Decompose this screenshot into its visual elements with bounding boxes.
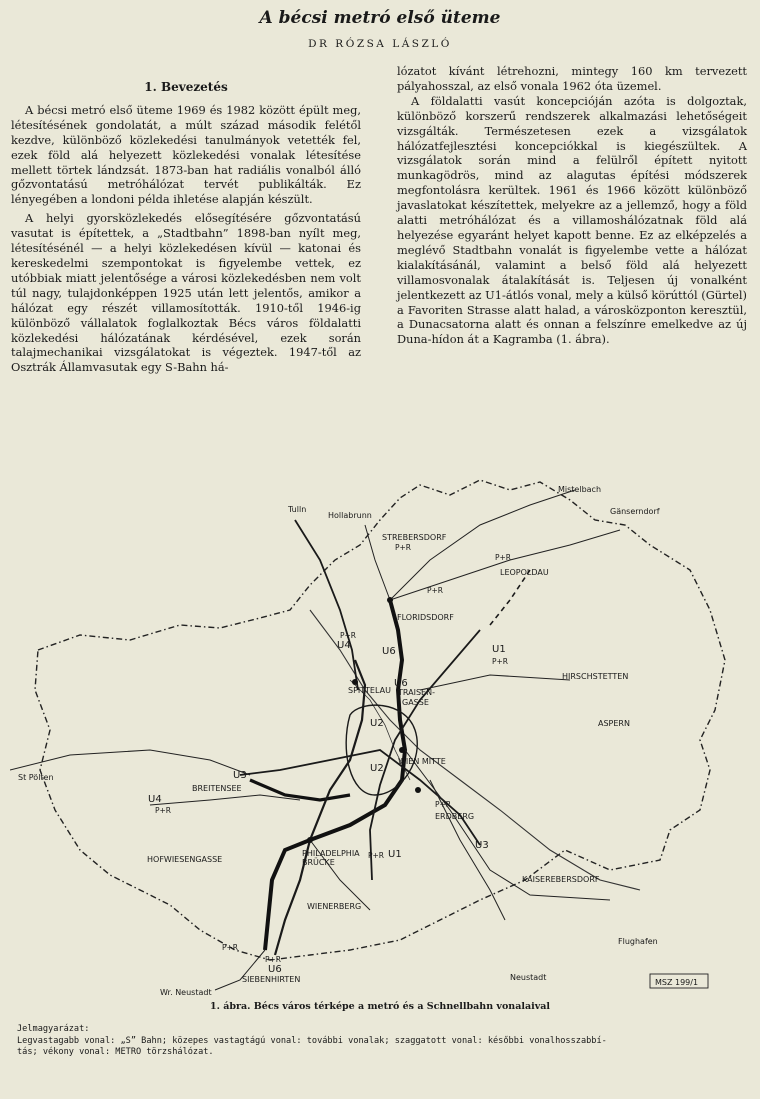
article-author: DR RÓZSA LÁSZLÓ — [308, 38, 452, 50]
rail-line — [10, 750, 250, 775]
left-column — [11, 64, 361, 375]
map-label-pr: P+R — [222, 943, 239, 952]
map-label-pr: P+R — [435, 800, 452, 809]
figure-caption: 1. ábra. Bécs város térképe a metró és a Schnellbahn vonalaival — [209, 1001, 551, 1012]
u1-extension — [490, 570, 530, 625]
map-label-st-polten: St Pölten — [18, 773, 54, 782]
map-label-pr: P+R — [395, 543, 412, 552]
map-label-u2: U2 — [370, 718, 384, 729]
right-column — [397, 64, 747, 347]
map-label-pr: P+R — [495, 553, 512, 562]
map-label-aspern: ASPERN — [598, 719, 630, 728]
metro-map — [10, 450, 750, 995]
rail-line — [420, 675, 570, 690]
map-label-hirschstetten: HIRSCHSTETTEN — [562, 672, 629, 681]
legend-line: tás; vékony vonal: METRO törzshálózat. — [17, 1047, 214, 1057]
map-label-pr: P+R — [155, 806, 172, 815]
map-label-breitensee: BREITENSEE — [192, 784, 242, 793]
legend-heading: Jelmagyarázat: — [17, 1024, 90, 1034]
map-label-mistelbach: Mistelbach — [558, 485, 602, 494]
map-label-erdberg: ERDBERG — [435, 812, 475, 821]
paragraph: A földalatti vasút koncepcióján azóta is dolgoztak, különböző korszerű rendszerek alkalmazási lehetőségeit vizsgálták. Természetesen ezek a vizsgálatok hálózatfejlesztési koncepciókkal is kiegészültek. A vizsgálatok során mind a felülről épített nyitott munkagödrös, mind az alagutas építési módszerek megfontolásra kerültek. 1961 és 1966 között különböző javaslatokat készítettek, melyekre az a jellemző, hogy a föld alatti metróhálózat és a villamoshálózatnak föld alá helyezése egyaránt helyet kapott benne. Ez az elképzelés a meglévő Stadtbahn vonalát is figyelembe vette a hálózat kialakításánál, valamint a belső föld alá helyezett villamosvonalak átalakítását is. Teljesen új vonalként jelentkezett az U1-átlós vonal, mely a külső körúttól (Gürtel) a Favoriten Strasse alatt halad, a városközponton keresztül, a Dunacsatorna alatt és onnan a felszínre emelkedve az új Duna-hídon át a Kagramba (1. ábra). — [397, 93, 747, 347]
rail-line — [390, 490, 575, 600]
map-label-wien-mitte: WIEN MITTE — [398, 757, 446, 766]
station-marker — [387, 597, 393, 603]
station-marker — [352, 679, 358, 685]
map-label-pr: P+R — [340, 631, 357, 640]
map-label-traisengasse: GASSE — [402, 698, 429, 707]
map-label-pr: P+R — [368, 851, 385, 860]
map-label-wr-neustadt: Wr. Neustadt — [160, 988, 212, 995]
map-label-hollabrunn: Hollabrunn — [328, 511, 372, 520]
map-label-hofwiesengasse: HOFWIESENGASSE — [147, 855, 223, 864]
legend-line: Legvastagabb vonal: „S” Bahn; közepes vastagtágú vonal: további vonalak; szaggatott vonal: későbbi vonalhosszabbí- — [17, 1035, 607, 1046]
map-stamp: MSZ 199/1 — [655, 978, 699, 987]
map-label-pr: P+R — [492, 657, 509, 666]
map-label-u6: U6 — [382, 646, 396, 657]
map-label-philadelphia: PHILADELPHIA — [302, 849, 360, 858]
paragraph: A helyi gyorsközlekedés elősegítésére gőzvontatású vasutat is építettek, a „Stadtbahn” 1898-ban nyílt meg, létesítésénél — a helyi közlekedésen kívül — katonai és kereskedelmi szempontokat is figyelembe vettek, ez utóbbiak miatt jelentősége a városi közlekedésben nem volt túl nagy, tulajdonképpen 1925 után lett jelentős, amikor a hálózat egy részét villamosították. 1910-től 1946-ig különböző vállalatok foglalkoztak Bécs város földalatti közlekedési hálózatának kérdésével, ezek során talajmechanikai vizsgálatokat is végeztek. 1947-től az Osztrák Államvasutak egy S-Bahn há- — [11, 211, 361, 375]
map-label-leopoldau: LEOPOLDAU — [500, 568, 549, 577]
map-label-philadelphia: BRÜCKE — [302, 858, 335, 867]
paragraph: A bécsi metró első üteme 1969 és 1982 között épült meg, létesítésének gondolatát, a múlt század második felétől kezdve, különböző közlekedési tanulmányok vetették fel, ezek föld alá helyezett közlekedési vonalak létesítése mellett törtek lándzsát. 1873-ban hat radiális vonalból álló gőzvontatású metróhálózat tervét publikálták. Ez lényegében a londoni példa ihletése alapján készült. — [11, 102, 361, 207]
paragraph: lózatot kívánt létrehozni, mintegy 160 km tervezett pályahosszal, az első vonala 1962 óta üzemel. — [397, 64, 747, 93]
map-label-u6: U6 — [394, 678, 408, 689]
article-title: A bécsi metró első üteme — [259, 8, 501, 28]
map-label-floridsdorf: FLORIDSDORF — [397, 613, 454, 622]
rail-line — [150, 795, 300, 805]
map-label-wienerberg: WIENERBERG — [307, 902, 362, 911]
map-label-siebenhirten: SIEBENHIRTEN — [242, 975, 301, 984]
map-legend — [17, 1024, 747, 1059]
map-label-kaiserebersdorf: KAISEREBERSDORF — [522, 875, 600, 884]
map-label-traisengasse: TRAISEN- — [398, 688, 435, 697]
map-label-u1: U1 — [492, 644, 506, 655]
station-marker — [415, 787, 421, 793]
map-label-spittelau: SPITTELAU — [348, 686, 391, 695]
map-label-tulln: Tulln — [288, 505, 307, 514]
map-label-u6: U6 — [268, 964, 282, 975]
station-marker — [307, 837, 313, 843]
map-label-flughafen: Flughafen — [618, 937, 658, 946]
map-label-strebersdorf: STREBERSDORF — [382, 533, 447, 542]
station-marker — [399, 747, 405, 753]
section-heading: 1. Bevezetés — [144, 80, 228, 94]
map-label-neustadt: Neustadt — [510, 973, 547, 982]
map-label-u3: U3 — [233, 770, 247, 781]
map-label-u3: U3 — [475, 840, 489, 851]
map-label-u4: U4 — [148, 794, 162, 805]
map-label-gansendorf: Gänserndorf — [610, 507, 660, 516]
map-label-u1: U1 — [388, 849, 402, 860]
map-label-pr: P+R — [427, 586, 444, 595]
map-label-u2: U2 — [370, 763, 384, 774]
map-label-pr: P+R — [265, 955, 282, 964]
map-label-u4: U4 — [337, 640, 351, 651]
